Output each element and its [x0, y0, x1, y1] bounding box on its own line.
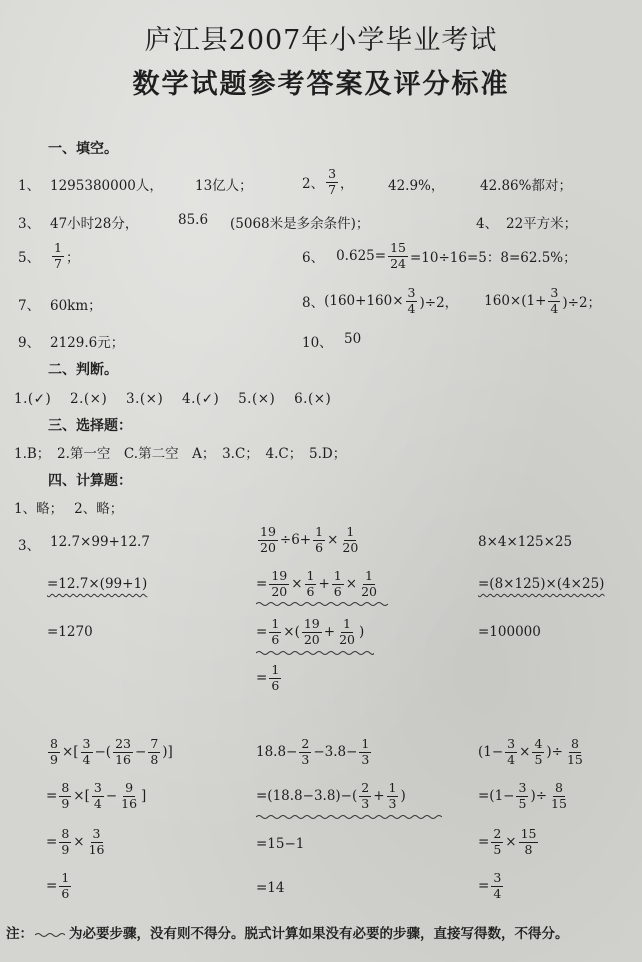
calc-3-line-1: 8×4×125×25: [478, 534, 573, 550]
q8-number: 8、: [302, 295, 325, 311]
fraction: [81, 738, 93, 766]
fraction: [269, 570, 289, 598]
operator: ×: [73, 834, 85, 850]
fraction-denominator: 5: [493, 841, 502, 857]
calc-6-line-3: [478, 824, 540, 860]
operator: ×: [327, 532, 339, 548]
fraction-numerator: 3: [328, 166, 337, 181]
q1-answer-a: 1295380000人，: [50, 178, 163, 194]
calc-2-line-2: [256, 566, 381, 602]
footer-note: [6, 922, 569, 942]
fraction-numerator: 3: [507, 736, 516, 751]
fraction-denominator: 3: [361, 795, 370, 811]
operator: )÷: [530, 788, 548, 804]
fraction-numerator: 1: [61, 870, 70, 885]
footer-label: 注：: [6, 926, 33, 942]
fraction-denominator: 7: [54, 255, 62, 271]
fraction-denominator: 15: [551, 795, 567, 811]
fraction-denominator: 8: [524, 841, 533, 857]
q8-fraction-1: [406, 287, 418, 315]
fraction: [359, 782, 371, 810]
fraction-numerator: 19: [271, 568, 288, 583]
fraction-denominator: 20: [339, 631, 355, 647]
fraction: [549, 782, 569, 810]
calc-2-line-3: [256, 614, 364, 650]
operator: =: [256, 576, 268, 592]
fraction: [299, 738, 311, 766]
fraction: [516, 782, 528, 810]
operator: =: [256, 670, 268, 686]
operator: )]: [162, 744, 173, 760]
operator: −3.8−: [313, 744, 358, 760]
fraction-numerator: 3: [407, 285, 416, 300]
q8-part-b: )÷2，: [419, 295, 459, 311]
fraction-denominator: 7: [328, 181, 337, 197]
calc-1-line-2: =12.7×(99+1): [47, 576, 148, 592]
fraction-denominator: 20: [271, 583, 288, 599]
q8-part-a: (160+160×: [324, 293, 404, 309]
fraction: [148, 738, 160, 766]
title-line-2: 数学试题参考答案及评分标准: [132, 69, 510, 100]
q4-answer: 22平方米；: [506, 216, 578, 232]
fraction: [269, 664, 281, 692]
fraction-denominator: 3: [301, 751, 310, 767]
calc-4-line-2: [46, 778, 146, 814]
fraction-numerator: 8: [555, 780, 563, 795]
fraction-denominator: 6: [271, 677, 280, 693]
fraction: [269, 618, 281, 646]
fraction-denominator: 20: [342, 539, 359, 555]
fraction-numerator: 23: [115, 736, 131, 751]
operator: (1−: [478, 744, 504, 760]
operator: ×: [291, 576, 303, 592]
fraction-denominator: 9: [61, 841, 70, 857]
fraction-denominator: 16: [115, 751, 131, 767]
footer-text: 为必要步骤，没有则不得分。脱式计算如果没有必要的步骤，直接写得数，不得分。: [69, 926, 569, 942]
calc-1-line-1: 12.7×99+12.7: [50, 534, 150, 550]
q5-tail: ；: [65, 250, 80, 266]
fraction-numerator: 1: [333, 568, 342, 583]
fraction-numerator: 1: [343, 616, 351, 631]
fraction: [519, 828, 539, 856]
q2-number: 2、: [302, 176, 325, 192]
fraction-denominator: 4: [93, 795, 102, 811]
q3-number: 3、: [18, 216, 41, 232]
fraction: [59, 872, 71, 900]
operator: =: [478, 834, 490, 850]
operator: =: [46, 834, 58, 850]
section-4-heading: 四、计算题：: [48, 473, 132, 489]
calc-q3-number: 3、: [18, 538, 41, 554]
fraction-denominator: 4: [407, 300, 416, 316]
calc-4-line-1: [46, 734, 173, 770]
fraction-denominator: 15: [566, 751, 583, 767]
fraction-denominator: 5: [534, 751, 543, 767]
q7-number: 7、: [18, 298, 41, 314]
operator: =: [478, 878, 490, 894]
fraction-denominator: 6: [333, 583, 342, 599]
calc-6-line-1: [478, 734, 587, 770]
fraction-denominator: 4: [493, 885, 502, 901]
wavy-line-icon: [35, 930, 65, 940]
q2-answer-c: 42.86%都对；: [480, 178, 572, 194]
fraction-numerator: 9: [125, 780, 134, 795]
fraction-numerator: 3: [92, 826, 101, 841]
fraction-numerator: 1: [54, 240, 62, 255]
q8-part-c: 160×(1+: [484, 293, 547, 309]
operator: =: [46, 788, 58, 804]
calc-4-line-4: [46, 868, 73, 904]
q2-comma: ，: [340, 176, 354, 192]
fraction: [305, 570, 317, 598]
operator: ): [400, 788, 406, 804]
fraction: [359, 738, 371, 766]
fraction: [113, 738, 133, 766]
q8-part-d: )÷2；: [562, 295, 602, 311]
operator: =: [256, 624, 268, 640]
operator: ×[: [61, 744, 79, 760]
operator: −: [135, 744, 147, 760]
fraction: [340, 526, 360, 554]
section-3-heading: 三、选择题：: [48, 418, 132, 434]
fraction-numerator: 8: [61, 826, 70, 841]
operator: −: [105, 788, 118, 804]
q2-answer-b: 42.9%，: [388, 178, 445, 194]
fraction-denominator: 4: [507, 751, 516, 767]
operator: ×[: [73, 788, 90, 804]
fraction: [332, 570, 344, 598]
fraction: [59, 782, 71, 810]
fraction-denominator: 9: [50, 751, 58, 767]
operator: =(1−: [478, 788, 515, 804]
section-2-heading: 二、判断。: [48, 362, 118, 378]
calc-5-line-2: [256, 778, 406, 814]
operator: ): [358, 624, 365, 640]
fraction-numerator: 1: [306, 568, 315, 583]
q2-answer: [302, 164, 354, 200]
section-1-heading: 一、填空。: [48, 141, 118, 157]
operator: 18.8−: [256, 744, 298, 760]
fraction-denominator: 20: [260, 539, 276, 555]
q8-fraction-2: [548, 287, 560, 315]
operator: ÷6+: [279, 532, 312, 548]
q7-answer: 60km；: [50, 298, 102, 314]
operator: ×(: [283, 624, 300, 640]
fraction: [59, 828, 71, 856]
fraction: [87, 828, 107, 856]
fraction-denominator: 9: [61, 795, 70, 811]
fraction: [359, 570, 379, 598]
fraction-numerator: 1: [346, 524, 355, 539]
operator: +: [373, 788, 385, 804]
q8-answer: [302, 282, 601, 320]
fraction-numerator: 19: [303, 616, 320, 631]
calc-6-line-4: [478, 868, 505, 904]
fraction: [258, 526, 278, 554]
fraction-numerator: 2: [493, 826, 502, 841]
fraction: [505, 738, 517, 766]
fraction-numerator: 8: [50, 736, 58, 751]
q3-answer-b: 85.6: [178, 212, 209, 228]
fraction: [387, 782, 399, 810]
fraction-numerator: 1: [388, 780, 397, 795]
q6-fraction: [388, 242, 408, 270]
fraction-numerator: 4: [534, 736, 543, 751]
fraction-denominator: 4: [82, 751, 91, 767]
fraction-numerator: 1: [361, 736, 370, 751]
q9-answer: 2129.6元；: [50, 335, 125, 351]
fraction-numerator: 3: [550, 285, 559, 300]
q5-answer: [18, 238, 79, 274]
q9-number: 9、: [18, 335, 41, 351]
q1-answer-b: 13亿人；: [195, 178, 253, 194]
fraction-numerator: 7: [150, 736, 159, 751]
q6-number: 6、: [302, 250, 325, 266]
operator: ]: [141, 788, 147, 804]
fraction-numerator: 3: [93, 780, 102, 795]
calc-1-line-3: =1270: [47, 624, 93, 640]
fraction: [491, 872, 503, 900]
fraction-numerator: 1: [271, 616, 280, 631]
fraction: [337, 618, 357, 646]
fraction: [119, 782, 139, 810]
fraction-denominator: 8: [150, 751, 159, 767]
fraction-numerator: 2: [361, 780, 370, 795]
operator: ×: [505, 834, 517, 850]
wavy-underline: [256, 650, 374, 656]
fraction-denominator: 20: [303, 631, 320, 647]
fraction-numerator: 3: [82, 736, 91, 751]
fraction-denominator: 3: [361, 751, 370, 767]
q6-part-a: 0.625=: [336, 248, 387, 264]
section-3-answers: 1.B； 2.第一空 C.第二空 A； 3.C； 4.C； 5.D；: [14, 446, 347, 462]
q6-answer: [302, 238, 577, 274]
calc-3-line-3: =100000: [478, 624, 541, 640]
title-line-1: 庐江县2007年小学毕业考试: [144, 25, 498, 56]
fraction: [92, 782, 104, 810]
q3-answer-a: 47小时28分，: [50, 216, 139, 232]
calc-6-line-2: [478, 778, 571, 814]
fraction-numerator: 1: [271, 662, 280, 677]
fraction-numerator: 15: [390, 240, 406, 255]
fraction: [313, 526, 325, 554]
fraction-denominator: 6: [315, 539, 324, 555]
operator: ×: [519, 744, 531, 760]
calc-5-line-3: =15−1: [256, 836, 305, 852]
q5-number: 5、: [18, 250, 41, 266]
calc-4-line-3: [46, 824, 108, 860]
fraction: [532, 738, 544, 766]
fraction-numerator: 8: [570, 736, 579, 751]
operator: −(: [94, 744, 112, 760]
calc-2-line-1: [256, 522, 362, 558]
q6-part-b: =10÷16=5：8=62.5%；: [409, 250, 577, 266]
q4-number: 4、: [476, 216, 499, 232]
q5-fraction: [52, 242, 64, 270]
fraction-denominator: 6: [271, 631, 280, 647]
fraction-numerator: 19: [260, 524, 276, 539]
fraction-denominator: 20: [361, 583, 377, 599]
q1-number: 1、: [18, 178, 41, 194]
fraction-denominator: 24: [390, 255, 406, 271]
fraction: [48, 738, 60, 766]
section-4-line-1: 1、略； 2、略；: [14, 501, 124, 517]
q10-number: 10、: [302, 335, 333, 351]
fraction: [491, 828, 503, 856]
fraction-numerator: 8: [61, 780, 70, 795]
calc-5-line-4: =14: [256, 880, 285, 896]
fraction-denominator: 3: [388, 795, 397, 811]
fraction-denominator: 16: [121, 795, 138, 811]
fraction-denominator: 6: [61, 885, 70, 901]
section-2-answers: 1.(✓) 2.(×) 3.(×) 4.(✓) 5.(×) 6.(×): [14, 391, 332, 407]
fraction-numerator: 3: [518, 780, 527, 795]
calc-3-line-2: =(8×125)×(4×25): [478, 576, 605, 592]
fraction-denominator: 5: [518, 795, 527, 811]
q3-note: (5068米是多余条件)；: [230, 216, 370, 232]
q10-answer: 50: [344, 331, 362, 347]
fraction-numerator: 1: [365, 568, 373, 583]
fraction-numerator: 2: [301, 736, 310, 751]
fraction-numerator: 3: [493, 870, 502, 885]
fraction-denominator: 6: [306, 583, 315, 599]
fraction-numerator: 1: [315, 524, 324, 539]
wavy-underline: [256, 814, 442, 820]
operator: +: [323, 624, 336, 640]
operator: =(18.8−3.8)−(: [256, 788, 358, 804]
calc-5-line-1: [256, 734, 373, 770]
q2-fraction: [326, 168, 338, 196]
fraction-denominator: 4: [550, 300, 559, 316]
calc-2-line-4: [256, 660, 283, 696]
fraction-numerator: 15: [520, 826, 537, 841]
wavy-underline: [256, 601, 388, 607]
operator: +: [318, 576, 330, 592]
operator: )÷: [546, 744, 563, 760]
fraction: [565, 738, 585, 766]
operator: ×: [345, 576, 358, 592]
fraction: [302, 618, 322, 646]
operator: =: [46, 878, 58, 894]
fraction-denominator: 16: [88, 841, 105, 857]
